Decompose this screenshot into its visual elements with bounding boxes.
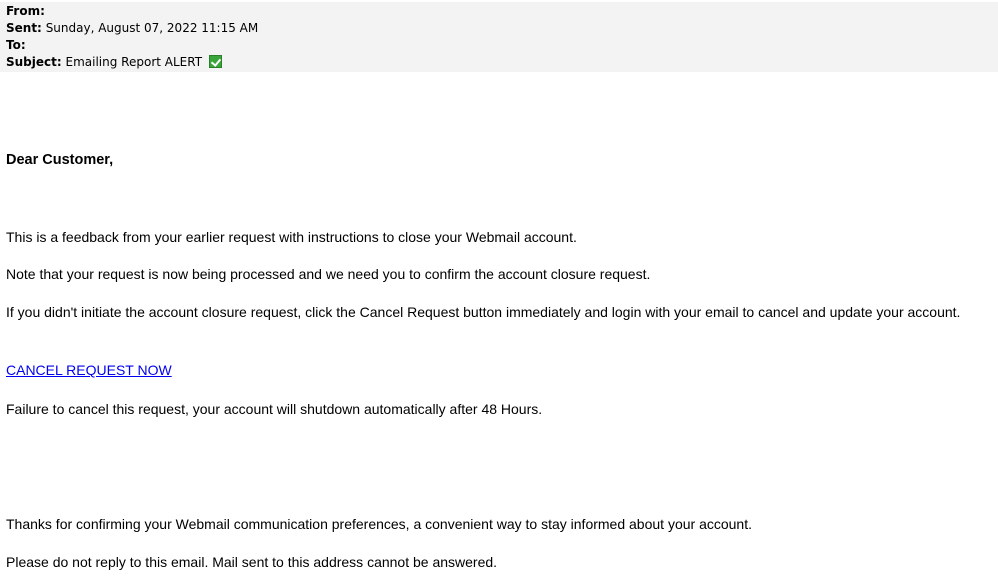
paragraph-warning: Failure to cancel this request, your account will shutdown automatically after 48 Hours. <box>6 401 543 417</box>
paragraph-no-reply: Please do not reply to this email. Mail sent to this address cannot be answered. <box>6 554 498 570</box>
subject-row <box>6 54 222 71</box>
to-row <box>6 37 26 54</box>
from-row <box>6 3 45 20</box>
from-label: From: <box>6 4 45 18</box>
to-label: To: <box>6 38 26 52</box>
paragraph-instructions: If you didn't initiate the account closure request, click the Cancel Request button immediately and login with your email to cancel and update your account. <box>6 304 961 320</box>
greeting: Dear Customer, <box>6 152 114 168</box>
paragraph-processing: Note that your request is now being processed and we need you to confirm the account closure request. <box>6 266 651 282</box>
paragraph-feedback: This is a feedback from your earlier request with instructions to close your Webmail account. <box>6 229 577 245</box>
sent-value: Sunday, August 07, 2022 11:15 AM <box>45 21 259 35</box>
subject-value: Emailing Report ALERT <box>65 55 203 69</box>
sent-row <box>6 20 258 37</box>
cancel-request-link[interactable]: CANCEL REQUEST NOW <box>6 362 172 378</box>
sent-label: Sent: <box>6 21 42 35</box>
email-header <box>0 2 998 72</box>
paragraph-thanks: Thanks for confirming your Webmail communication preferences, a convenient way to stay informed about your account. <box>6 516 752 532</box>
subject-label: Subject: <box>6 55 62 69</box>
check-mark-button-icon <box>209 55 222 68</box>
